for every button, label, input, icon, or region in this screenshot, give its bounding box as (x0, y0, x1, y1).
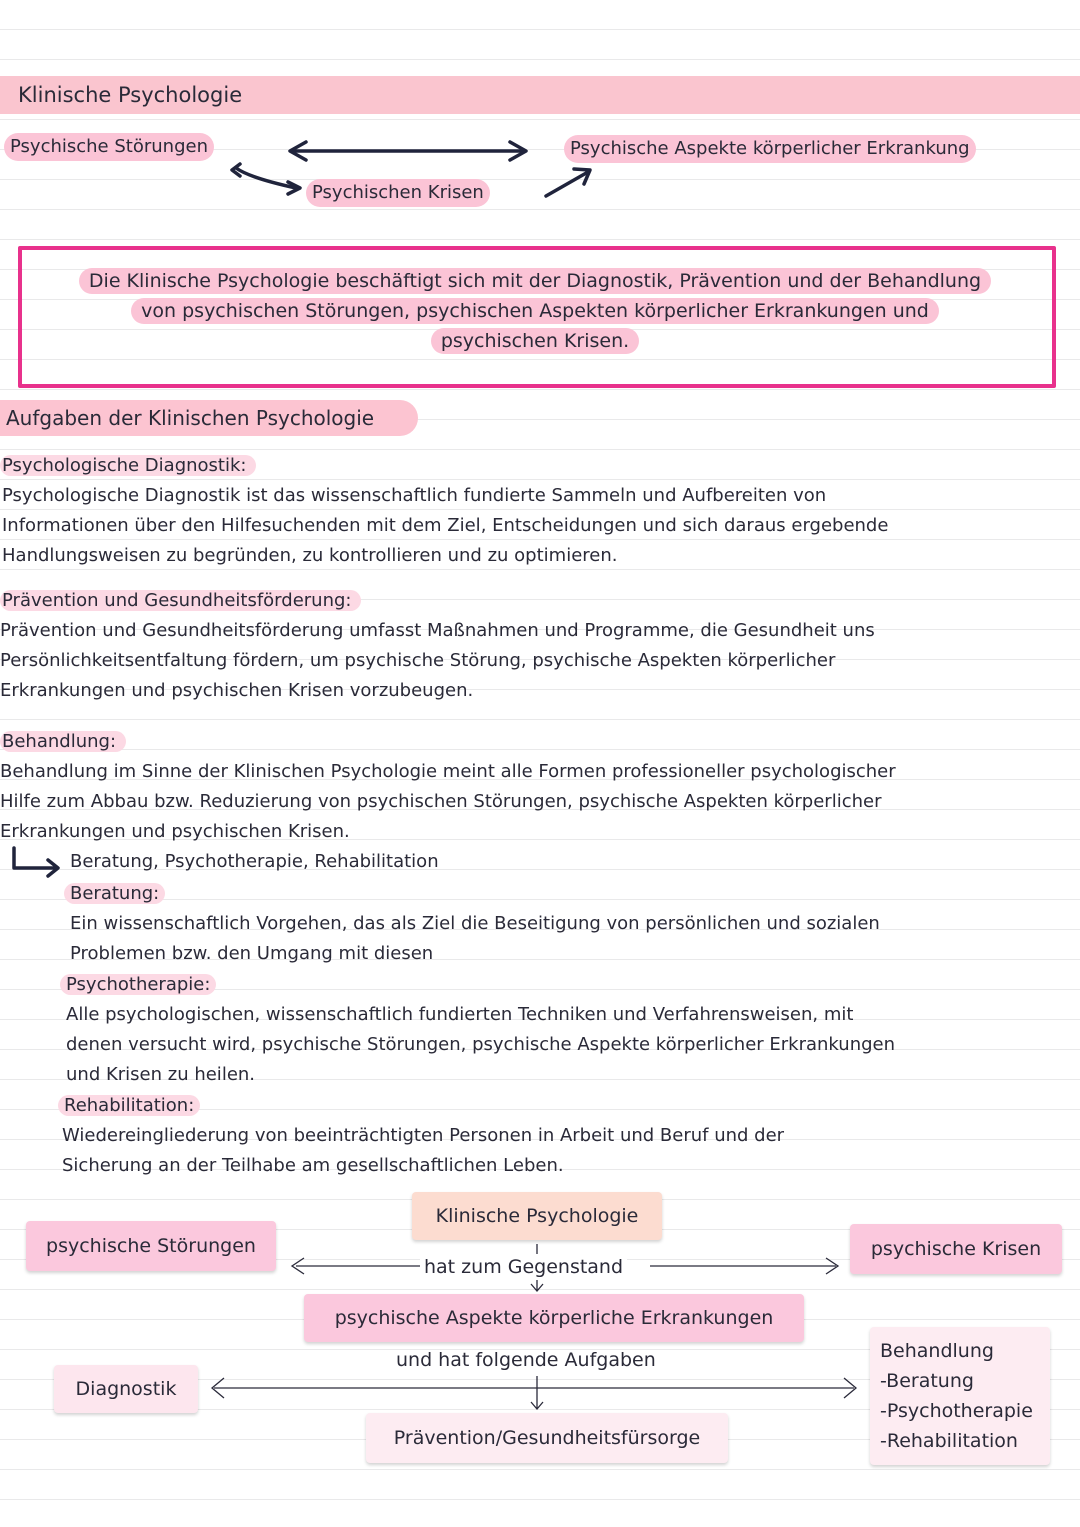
behandlung-label: Behandlung: (0, 727, 126, 757)
beratung-text-1: Ein wissenschaftlich Vorgehen, das als Ziel die Beseitigung von persönlichen und sozialen (70, 913, 880, 934)
beratung-label: Beratung: (64, 879, 165, 909)
diagram-connector-2: und hat folgende Aufgaben (396, 1349, 656, 1371)
diagram-behandlung-box (870, 1327, 1050, 1465)
diagram-left-box: psychische Störungen (26, 1221, 276, 1271)
praevention-text-2: Persönlichkeitsentfaltung fördern, um psychische Störung, psychische Aspekten körperlicher (0, 650, 836, 671)
diagram-connector-1: hat zum Gegenstand (420, 1254, 627, 1280)
psychotherapie-text-3: und Krisen zu heilen. (66, 1064, 256, 1085)
diagnostik-text-2: Informationen über den Hilfesuchenden mit dem Ziel, Entscheidungen und sich daraus ergebende (2, 515, 889, 536)
corner-arrow-icon (14, 848, 56, 868)
section-heading: Aufgaben der Klinischen Psychologie (6, 406, 375, 430)
beratung-text-2: Problemen bzw. den Umgang mit diesen (70, 943, 434, 964)
psychotherapie-label: Psychotherapie: (60, 970, 216, 1000)
rehabilitation-text-1: Wiedereingliederung von beeinträchtigten Personen in Arbeit und Beruf und der (62, 1125, 785, 1146)
page-title: Klinische Psychologie (18, 83, 243, 107)
definition-line-2: von psychischen Störungen, psychischen Aspekten körperlicher Erkrankungen und (22, 296, 1048, 326)
diagnostik-text-3: Handlungsweisen zu begründen, zu kontrollieren und zu optimieren. (2, 545, 618, 566)
rehabilitation-text-2: Sicherung an der Teilhabe am gesellschaftlichen Leben. (62, 1155, 564, 1176)
definition-line-3: psychischen Krisen. (22, 326, 1048, 356)
diagram-praevention-box: Prävention/Gesundheitsfürsorge (366, 1413, 728, 1463)
diagram-behandlung-line: Behandlung (880, 1340, 994, 1362)
psychotherapie-text-1: Alle psychologischen, wissenschaftlich fundierten Techniken und Verfahrensweisen, mit (66, 1004, 854, 1025)
concept-psychische-krisen: Psychischen Krisen (306, 179, 490, 207)
diagram-center-box: Klinische Psychologie (412, 1192, 662, 1240)
praevention-text-3: Erkrankungen und psychischen Krisen vorzubeugen. (0, 680, 474, 701)
behandlung-text-3: Erkrankungen und psychischen Krisen. (0, 821, 350, 842)
diagram-right-box: psychische Krisen (850, 1224, 1062, 1274)
behandlung-text-2: Hilfe zum Abbau bzw. Reduzierung von psychischen Störungen, psychische Aspekten körperlicher (0, 791, 882, 812)
rehabilitation-label: Rehabilitation: (58, 1091, 200, 1121)
diagnostik-label: Psychologische Diagnostik: (0, 451, 256, 481)
diagram-diagnostik-box: Diagnostik (54, 1365, 198, 1413)
definition-line-1: Die Klinische Psychologie beschäftigt sich mit der Diagnostik, Prävention und der Behandlung (22, 266, 1048, 296)
diagram-rehabilitation-line: -Rehabilitation (880, 1430, 1018, 1452)
behandlung-text-1: Behandlung im Sinne der Klinischen Psychologie meint alle Formen professioneller psychologischer (0, 761, 896, 782)
diagnostik-text-1: Psychologische Diagnostik ist das wissenschaftlich fundierte Sammeln und Aufbereiten von (2, 485, 827, 506)
diagram-middle-box: psychische Aspekte körperliche Erkrankungen (304, 1294, 804, 1342)
concept-psychische-stoerungen: Psychische Störungen (4, 133, 214, 161)
curved-arrow-icon (236, 168, 296, 188)
praevention-text-1: Prävention und Gesundheitsförderung umfasst Maßnahmen und Programme, die Gesundheit uns (0, 620, 875, 641)
concept-koerperliche-aspekte: Psychische Aspekte körperlicher Erkrankung (564, 135, 976, 163)
diagram-psychotherapie-line: -Psychotherapie (880, 1400, 1033, 1422)
behandlung-summary: Beratung, Psychotherapie, Rehabilitation (70, 851, 439, 872)
diagram-beratung-line: -Beratung (880, 1370, 974, 1392)
diagonal-arrow-icon (546, 172, 588, 196)
praevention-label: Prävention und Gesundheitsförderung: (0, 586, 361, 616)
psychotherapie-text-2: denen versucht wird, psychische Störungen, psychische Aspekte körperlicher Erkrankungen (66, 1034, 896, 1055)
